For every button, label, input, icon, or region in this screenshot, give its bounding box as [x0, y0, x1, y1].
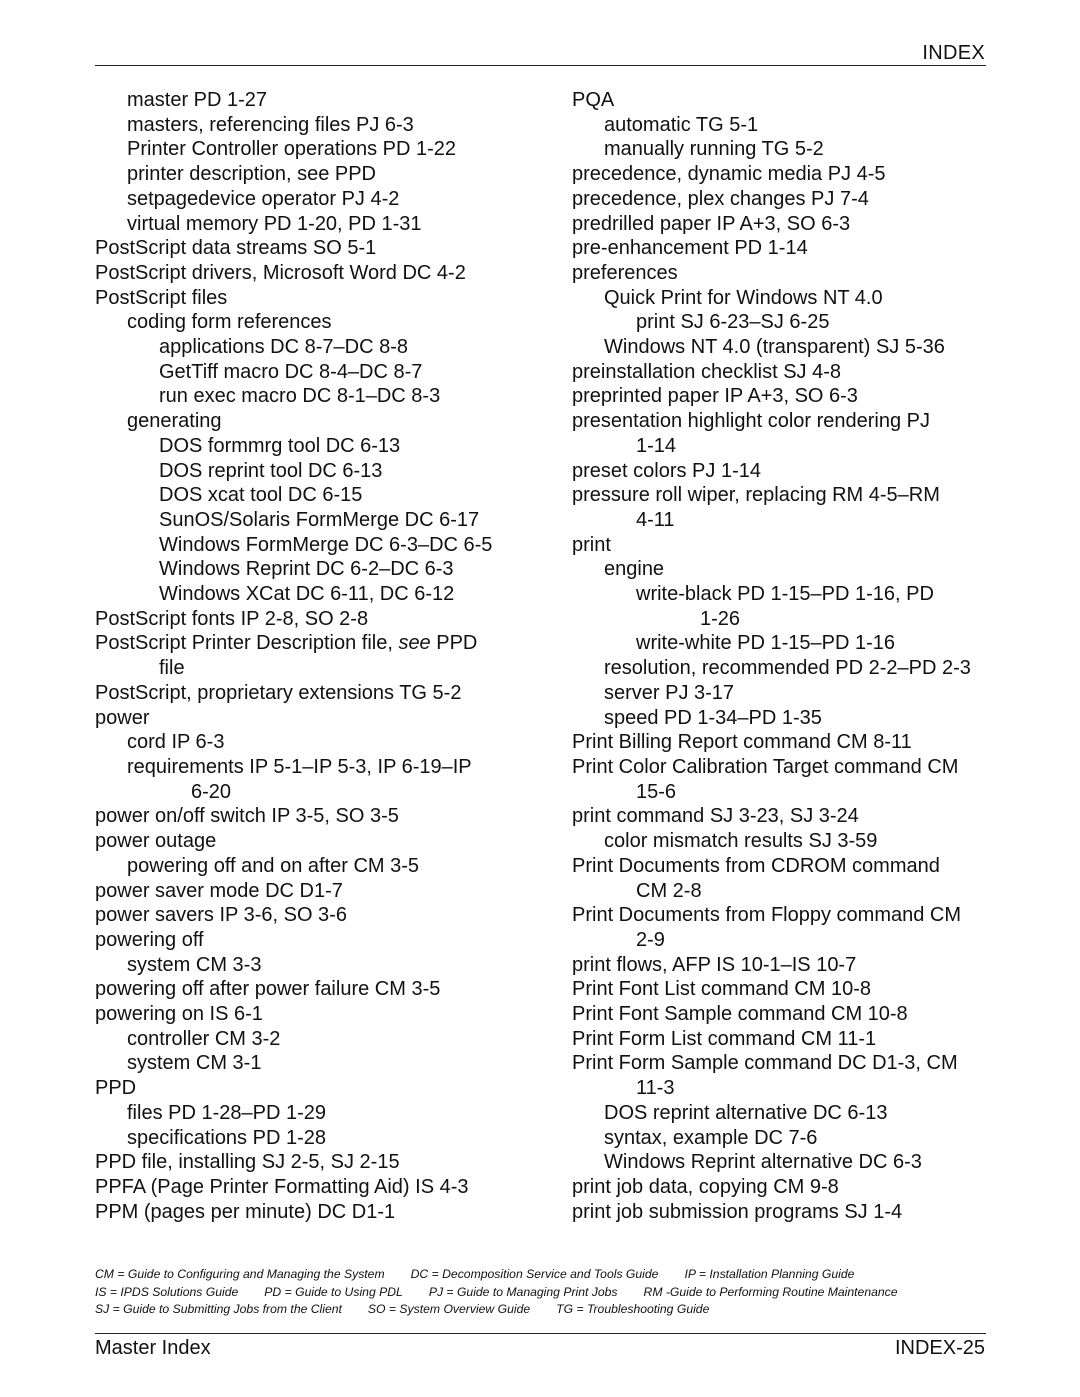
index-entry — [95, 1051, 515, 1076]
legend-item: SJ = Guide to Submitting Jobs from the Client — [95, 1302, 342, 1316]
index-entry — [572, 88, 992, 113]
index-entry — [95, 113, 515, 138]
index-entry — [95, 162, 515, 187]
index-entry-text: PostScript Printer Description file, — [95, 632, 399, 655]
index-entry-continuation: 1-14 — [636, 434, 677, 457]
index-entry — [95, 508, 515, 533]
index-entry — [572, 137, 992, 162]
index-entry-continuation: 6-20 — [191, 780, 232, 803]
index-entry — [95, 483, 515, 508]
index-entry — [572, 409, 992, 434]
index-entry — [572, 384, 992, 409]
index-entry-text: PPM (pages per minute) DC D1-1 — [95, 1200, 396, 1223]
index-entry — [95, 730, 515, 755]
index-entry-text: powering off and on after CM 3-5 — [127, 854, 420, 877]
header-title: INDEX — [922, 42, 985, 64]
index-entry-text: print SJ 6-23–SJ 6-25 — [636, 311, 830, 334]
index-entry — [572, 335, 992, 360]
page-number: INDEX-25 — [894, 1337, 985, 1359]
index-entry — [95, 631, 515, 656]
index-entry-text: PQA — [572, 89, 615, 111]
index-entry-text: server PJ 3-17 — [604, 681, 735, 704]
index-entry-text: Print Color Calibration Target command CM — [572, 755, 959, 778]
index-entry-text: write-black PD 1-15–PD 1-16, PD — [636, 583, 934, 606]
index-entry-text: Print Documents from Floppy command CM — [572, 904, 962, 927]
index-entry — [95, 706, 515, 731]
legend-item: PJ = Guide to Managing Print Jobs — [428, 1284, 618, 1299]
index-entry-text: print job submission programs SJ 1-4 — [572, 1200, 903, 1223]
index-entry-text: Printer Controller operations PD 1-22 — [127, 138, 457, 161]
index-entry-text: Windows NT 4.0 (transparent) SJ 5-36 — [604, 336, 945, 359]
index-entry — [95, 434, 515, 459]
index-entry — [572, 854, 992, 879]
index-entry — [572, 706, 992, 731]
index-entry — [95, 928, 515, 953]
index-entry — [95, 360, 515, 385]
index-entry-text: files PD 1-28–PD 1-29 — [127, 1101, 326, 1124]
index-entry — [95, 1200, 515, 1225]
index-entry — [95, 261, 515, 286]
index-entry — [95, 335, 515, 360]
index-entry-text: powering on IS 6-1 — [95, 1003, 263, 1026]
index-entry — [95, 187, 515, 212]
index-entry — [572, 1200, 992, 1225]
index-entry-text: Print Documents from CDROM command — [572, 854, 940, 877]
index-entry-text: virtual memory PD 1-20, PD 1-31 — [127, 212, 422, 235]
index-entry-continuation: 1-26 — [700, 607, 741, 630]
index-entry-text: engine — [604, 558, 665, 581]
index-entry — [95, 1076, 515, 1101]
index-entry-text: system CM 3-3 — [127, 953, 262, 976]
index-entry — [572, 631, 992, 656]
legend-item: CM = Guide to Configuring and Managing the System — [95, 1267, 385, 1281]
index-entry-text: power on/off switch IP 3-5, SO 3-5 — [95, 805, 399, 828]
index-entry — [95, 854, 515, 879]
index-entry-text: PostScript files — [95, 286, 228, 309]
index-entry — [95, 953, 515, 978]
index-entry-text: pre-enhancement PD 1-14 — [572, 237, 808, 260]
legend-item: IS = IPDS Solutions Guide — [95, 1284, 239, 1299]
index-entry-text: powering off after power failure CM 3-5 — [95, 978, 441, 1001]
index-entry-text: print — [572, 533, 611, 556]
index-entry — [572, 804, 992, 829]
index-entry-text: print flows, AFP IS 10-1–IS 10-7 — [572, 953, 857, 976]
legend — [95, 1266, 986, 1319]
index-entry-continuation: CM 2-8 — [636, 879, 702, 902]
index-entry-text: setpagedevice operator PJ 4-2 — [127, 187, 400, 210]
index-column-right — [572, 88, 992, 1224]
index-entry-text: Print Billing Report command CM 8-11 — [572, 731, 912, 754]
index-entry — [572, 1126, 992, 1151]
index-entry-continuation: 2-9 — [636, 928, 665, 951]
index-entry-text: printer description, see PPD — [127, 163, 377, 186]
index-entry-text: powering off — [95, 928, 204, 951]
index-entry-text: DOS formmrg tool DC 6-13 — [159, 434, 401, 457]
index-entry-text: preset colors PJ 1-14 — [572, 459, 761, 482]
legend-row — [95, 1301, 986, 1319]
index-entry-text: presentation highlight color rendering PJ — [572, 410, 930, 433]
index-entry-text: print command SJ 3-23, SJ 3-24 — [572, 805, 859, 828]
index-entry-text: pressure roll wiper, replacing RM 4-5–RM — [572, 484, 940, 507]
index-entry-continuation: 4-11 — [636, 508, 675, 531]
index-entry — [95, 804, 515, 829]
index-column-left — [95, 88, 515, 1224]
index-entry — [95, 1027, 515, 1052]
index-entry-continuation: file — [159, 657, 185, 680]
legend-item: IP = Installation Planning Guide — [684, 1267, 855, 1281]
index-entry — [95, 533, 515, 558]
index-entry — [95, 557, 515, 582]
index-entry-text: Print Font Sample command CM 10-8 — [572, 1003, 908, 1026]
index-entry — [95, 1150, 515, 1175]
index-entry — [95, 310, 515, 335]
index-entry — [572, 953, 992, 978]
index-entry — [572, 557, 992, 582]
index-entry-text: PPD — [95, 1077, 137, 1100]
index-entry-text: applications DC 8-7–DC 8-8 — [159, 336, 409, 359]
index-entry-continuation: 11-3 — [636, 1077, 675, 1100]
index-entry — [95, 879, 515, 904]
index-entry — [572, 977, 992, 1002]
index-entry-text: predrilled paper IP A+3, SO 6-3 — [572, 212, 851, 235]
index-entry — [572, 533, 992, 558]
legend-item: TG = Troubleshooting Guide — [556, 1302, 710, 1316]
index-entry-text: cord IP 6-3 — [127, 731, 225, 754]
index-entry-text: PostScript, proprietary extensions TG 5-2 — [95, 681, 462, 704]
footer-left: Master Index — [95, 1337, 211, 1359]
index-entry — [95, 977, 515, 1002]
legend-item: RM -Guide to Performing Routine Maintenance — [643, 1284, 898, 1299]
index-entry — [95, 137, 515, 162]
index-entry-text: preferences — [572, 261, 678, 284]
index-entry-text: power savers IP 3-6, SO 3-6 — [95, 904, 347, 927]
index-entry-text: coding form references — [127, 311, 332, 334]
footer-rule — [95, 1333, 986, 1334]
index-entry — [572, 360, 992, 385]
index-entry-text: requirements IP 5-1–IP 5-3, IP 6-19–IP — [127, 755, 472, 778]
index-entry — [572, 1150, 992, 1175]
index-entry-text: DOS reprint alternative DC 6-13 — [604, 1101, 888, 1124]
index-entry — [572, 681, 992, 706]
index-entry-text: Quick Print for Windows NT 4.0 — [604, 286, 883, 309]
index-entry-see: see — [398, 632, 431, 655]
index-entry — [572, 310, 992, 335]
index-entry — [572, 483, 992, 508]
index-entry — [95, 88, 515, 113]
index-entry-text: SunOS/Solaris FormMerge DC 6-17 — [159, 508, 480, 531]
index-entry-text: color mismatch results SJ 3-59 — [604, 830, 878, 853]
index-entry-text-after: PPD — [430, 632, 478, 655]
index-entry-text: manually running TG 5-2 — [604, 138, 824, 161]
index-entry-text: preprinted paper IP A+3, SO 6-3 — [572, 385, 858, 408]
index-entry-text: specifications PD 1-28 — [127, 1126, 326, 1149]
index-entry-text: PostScript data streams SO 5-1 — [95, 237, 377, 260]
index-entry-text: PPD file, installing SJ 2-5, SJ 2-15 — [95, 1151, 400, 1174]
index-entry-text: DOS xcat tool DC 6-15 — [159, 484, 363, 507]
index-entry — [95, 681, 515, 706]
index-entry-text: PostScript fonts IP 2-8, SO 2-8 — [95, 607, 369, 630]
index-entry-continuation: 15-6 — [636, 780, 677, 803]
index-entry — [572, 1175, 992, 1200]
index-entry-text: power saver mode DC D1-7 — [95, 879, 343, 902]
index-entry-text: PPFA (Page Printer Formatting Aid) IS 4-3 — [95, 1175, 469, 1198]
index-entry-text: GetTiff macro DC 8-4–DC 8-7 — [159, 360, 423, 383]
index-entry-text: master PD 1-27 — [127, 89, 268, 111]
legend-item: DC = Decomposition Service and Tools Guide — [410, 1267, 659, 1281]
index-entry-text: print job data, copying CM 9-8 — [572, 1175, 839, 1198]
legend-row — [95, 1284, 986, 1302]
index-entry-text: Windows Reprint DC 6-2–DC 6-3 — [159, 558, 454, 581]
index-entry — [572, 1027, 992, 1052]
index-entry — [572, 1101, 992, 1126]
index-entry-text: system CM 3-1 — [127, 1052, 262, 1075]
index-entry-text: preinstallation checklist SJ 4-8 — [572, 360, 842, 383]
index-entry — [572, 755, 992, 780]
index-entry — [95, 607, 515, 632]
index-entry-text: run exec macro DC 8-1–DC 8-3 — [159, 385, 441, 408]
index-entry — [572, 162, 992, 187]
index-entry-text: syntax, example DC 7-6 — [604, 1126, 818, 1149]
index-entry — [572, 236, 992, 261]
index-entry-text: masters, referencing files PJ 6-3 — [127, 113, 414, 136]
index-entry-text: automatic TG 5-1 — [604, 113, 759, 136]
index-entry-text: Windows FormMerge DC 6-3–DC 6-5 — [159, 533, 493, 556]
index-entry — [572, 113, 992, 138]
index-entry — [572, 582, 992, 607]
index-entry — [572, 459, 992, 484]
index-entry-text: PostScript drivers, Microsoft Word DC 4-2 — [95, 261, 466, 284]
index-entry — [95, 829, 515, 854]
index-entry — [572, 903, 992, 928]
index-entry — [95, 409, 515, 434]
index-entry-text: DOS reprint tool DC 6-13 — [159, 459, 383, 482]
index-entry — [95, 1126, 515, 1151]
index-entry — [95, 1002, 515, 1027]
index-entry — [572, 829, 992, 854]
index-entry-text: speed PD 1-34–PD 1-35 — [604, 706, 822, 729]
index-entry-text: precedence, dynamic media PJ 4-5 — [572, 163, 886, 186]
index-entry-text: Print Form List command CM 11-1 — [572, 1027, 877, 1050]
index-entry — [572, 730, 992, 755]
index-entry — [95, 1175, 515, 1200]
index-entry — [572, 212, 992, 237]
index-entry — [95, 459, 515, 484]
index-entry — [572, 187, 992, 212]
index-entry — [95, 212, 515, 237]
index-entry — [572, 656, 992, 681]
index-entry — [95, 384, 515, 409]
index-entry — [95, 755, 515, 780]
index-entry — [95, 903, 515, 928]
index-entry-text: power — [95, 706, 150, 729]
legend-item: SO = System Overview Guide — [367, 1302, 531, 1316]
index-entry-text: Print Form Sample command DC D1-3, CM — [572, 1052, 958, 1075]
index-entry — [572, 1051, 992, 1076]
index-entry-text: generating — [127, 410, 222, 433]
index-entry-text: Windows Reprint alternative DC 6-3 — [604, 1151, 922, 1174]
index-entry-text: precedence, plex changes PJ 7-4 — [572, 187, 869, 210]
index-entry — [95, 236, 515, 261]
index-entry-text: resolution, recommended PD 2-2–PD 2-3 — [604, 657, 971, 680]
index-entry — [95, 286, 515, 311]
index-entry-text: Print Font List command CM 10-8 — [572, 978, 871, 1001]
index-entry — [95, 582, 515, 607]
legend-item: PD = Guide to Using PDL — [264, 1284, 403, 1299]
index-entry — [572, 286, 992, 311]
index-entry-text: controller CM 3-2 — [127, 1027, 281, 1050]
index-entry — [95, 1101, 515, 1126]
index-entry-text: write-white PD 1-15–PD 1-16 — [636, 632, 895, 655]
header-rule — [95, 65, 986, 66]
legend-row — [95, 1266, 986, 1284]
index-entry — [572, 1002, 992, 1027]
index-entry — [572, 261, 992, 286]
index-entry-text: Windows XCat DC 6-11, DC 6-12 — [159, 583, 455, 606]
index-entry-text: power outage — [95, 830, 217, 853]
